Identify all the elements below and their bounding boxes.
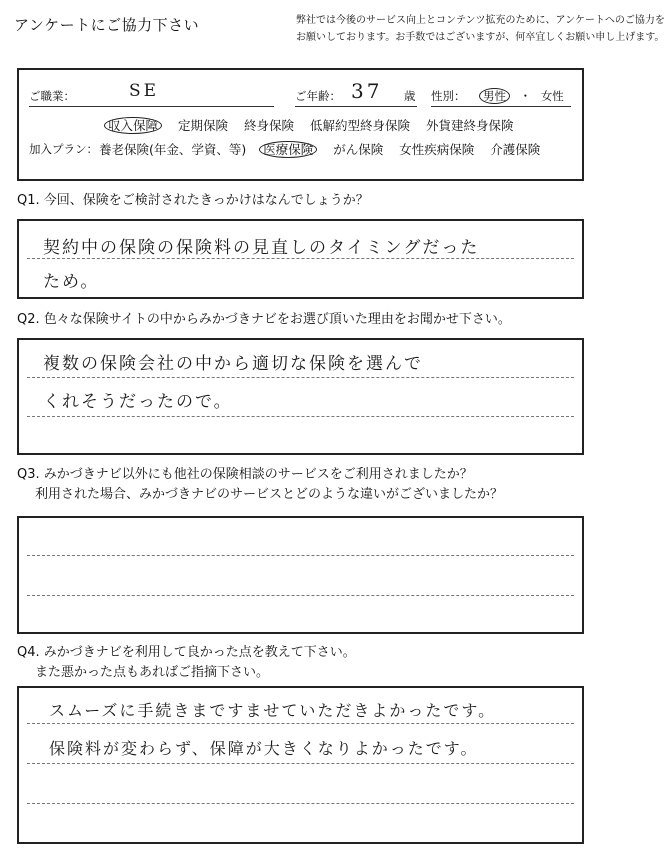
age-value[interactable]: 37: [351, 79, 383, 103]
plan-option-term[interactable]: 定期保険: [178, 118, 229, 133]
plan-option-female-disease[interactable]: 女性疾病保険: [399, 142, 475, 157]
plan-row-1: [107, 114, 552, 138]
answer-line: [27, 723, 574, 724]
age-label: ご年齢：: [295, 89, 341, 103]
answer-box-2[interactable]: [17, 338, 584, 455]
plan-label: 加入プラン：: [29, 142, 98, 156]
plan-option-medical[interactable]: 医療保険: [259, 141, 317, 158]
plan-option-whole-life[interactable]: 終身保険: [244, 118, 295, 133]
question-3-line-2: 利用された場合、みかづきナビのサービスとどのような違いがございましたか？: [35, 487, 504, 502]
occupation-value[interactable]: SE: [129, 81, 160, 101]
intro-text: [296, 12, 665, 46]
answer-2-line-2: くれそうだったので。: [43, 392, 233, 412]
answer-box-1[interactable]: [17, 219, 584, 299]
plan-row-2: [99, 138, 552, 162]
answer-line: [27, 763, 574, 764]
answer-1-line-2: ため。: [43, 272, 100, 292]
gender-female-option[interactable]: 女性: [540, 89, 564, 103]
survey-title: アンケートにご協力下さい: [14, 16, 200, 34]
question-3: [17, 465, 503, 505]
answer-box-4[interactable]: [17, 686, 584, 844]
plan-option-foreign-currency[interactable]: 外貨建終身保険: [426, 118, 514, 133]
occupation-label: ご職業：: [29, 89, 75, 103]
answer-line: [27, 377, 574, 378]
plan-list: [99, 114, 552, 162]
question-3-line-1: Q3. みかづきナビ以外にも他社の保険相談のサービスをご利用されましたか？: [17, 467, 473, 482]
intro-line-1: 弊社では今後のサービス向上とコンテンツ拡充のために、アンケートへのご協力を: [296, 15, 665, 26]
answer-line: [27, 595, 574, 596]
question-1: Q1. 今回、保険をご検討されたきっかけはなんでしょうか？: [17, 193, 369, 208]
answer-box-3[interactable]: [17, 516, 584, 634]
question-4-line-2: また悪かった点もあればご指摘下さい。: [35, 665, 270, 680]
plan-option-low-surrender[interactable]: 低解約型終身保険: [310, 118, 411, 133]
question-4: [17, 643, 356, 683]
age-unit: 歳: [404, 89, 416, 103]
intro-line-2: お願いしております。お手数ではございますが、何卒宜しくお願い申し上げます。: [296, 32, 665, 43]
gender-male-option[interactable]: 男性: [479, 88, 510, 104]
profile-box: [17, 68, 584, 181]
answer-2-line-1: 複数の保険会社の中から適切な保険を選んで: [43, 354, 423, 374]
answer-line: [27, 258, 574, 259]
gender-separator: ・: [519, 89, 532, 103]
plan-option-cancer[interactable]: がん保険: [333, 142, 384, 157]
answer-4-line-1: スムーズに手続きまですませていただきよかったです。: [49, 701, 497, 720]
gender-label: 性別：: [431, 89, 466, 103]
answer-line: [27, 555, 574, 556]
answer-1-line-1: 契約中の保険の保険料の見直しのタイミングだった: [43, 238, 480, 258]
answer-line: [27, 416, 574, 417]
plan-option-income-protection[interactable]: 収入保障: [104, 117, 162, 134]
question-2: Q2. 色々な保険サイトの中からみかづきナビをお選び頂いた理由をお聞かせ下さい。: [17, 312, 511, 327]
answer-4-line-2: 保険料が変わらず、保障が大きくなりよかったです。: [49, 739, 479, 758]
gender-options: [482, 88, 564, 104]
answer-line: [27, 803, 574, 804]
plan-option-endowment[interactable]: 養老保険(年金、学資、等): [99, 142, 247, 157]
question-4-line-1: Q4. みかづきナビを利用して良かった点を教えて下さい。: [17, 645, 356, 660]
plan-option-nursing-care[interactable]: 介護保険: [490, 142, 541, 157]
